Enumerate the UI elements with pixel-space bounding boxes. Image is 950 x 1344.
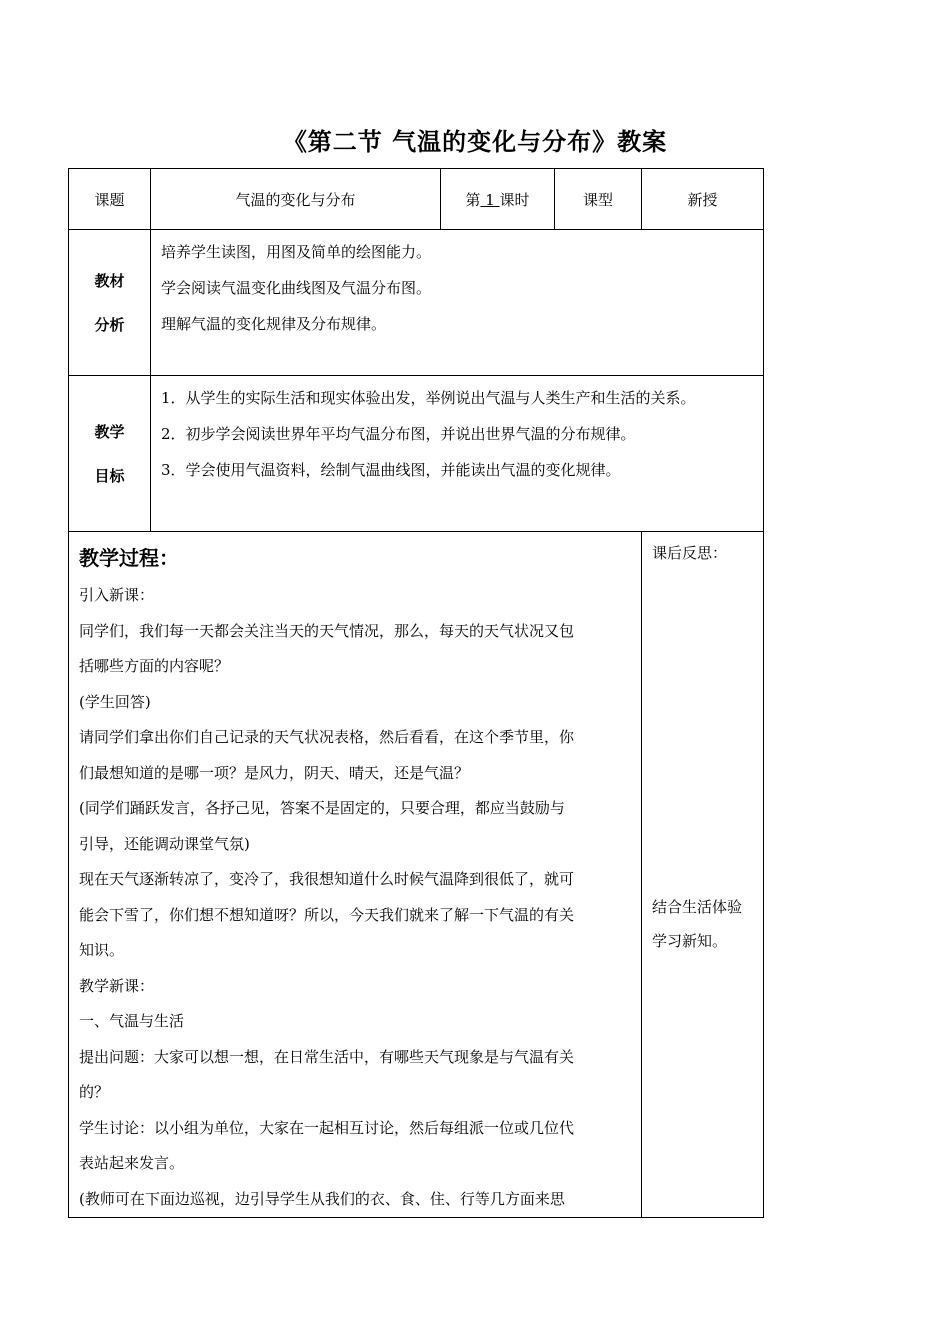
reflection-note: 学习新知。 [652, 932, 728, 950]
analysis-content [151, 230, 764, 376]
analysis-line: 理解气温的变化规律及分布规律。 [161, 315, 387, 333]
process-content [69, 532, 642, 1218]
process-line: (学生回答) [79, 692, 151, 711]
objective-item: 2．初步学会阅读世界年平均气温分布图，并说出世界气温的分布规律。 [161, 425, 636, 443]
process-row [69, 532, 764, 1218]
reflection-note: 结合生活体验 [652, 898, 743, 916]
process-line: 表站起来发言。 [79, 1154, 185, 1172]
period-prefix: 第 [465, 190, 481, 209]
analysis-line: 学会阅读气温变化曲线图及气温分布图。 [161, 279, 432, 297]
objective-item: 3．学会使用气温资料，绘制气温曲线图，并能读出气温的变化规律。 [161, 461, 621, 479]
process-line: 学生讨论：以小组为单位，大家在一起相互讨论，然后每组派一位或几位代 [79, 1118, 575, 1137]
objectives-content [151, 376, 764, 532]
process-line: (同学们踊跃发言，各抒己见，答案不是固定的，只要合理，都应当鼓励与 [79, 799, 565, 817]
process-line: 们最想知道的是哪一项？是风力，阴天、晴天，还是气温？ [79, 763, 470, 782]
process-line: 引入新课： [79, 586, 155, 604]
document-title: 《第二节 气温的变化与分布》教案 [282, 127, 668, 156]
analysis-row [69, 230, 764, 376]
reflection-column [642, 532, 764, 1218]
analysis-label: 教材 分析 [69, 230, 151, 376]
period-number: 1 [485, 190, 495, 209]
type-label: 课型 [555, 169, 642, 230]
type-value: 新授 [642, 169, 764, 230]
process-line: 括哪些方面的内容呢？ [79, 657, 230, 675]
lesson-plan-table [68, 168, 764, 1218]
process-line: 能会下雪了，你们想不想知道呀？所以，今天我们就来了解一下气温的有关 [79, 905, 575, 924]
topic-value: 气温的变化与分布 [151, 169, 441, 230]
process-line: 知识。 [79, 941, 125, 959]
header-row [69, 169, 764, 230]
process-line: 引导，还能调动课堂气氛) [79, 834, 250, 853]
process-line: 的？ [79, 1083, 110, 1101]
topic-label: 课题 [69, 169, 151, 230]
process-line: 现在天气逐渐转凉了，变冷了，我很想知道什么时候气温降到很低了，就可 [79, 870, 575, 888]
process-heading: 教学过程： [79, 546, 179, 570]
period-cell [441, 169, 555, 230]
process-line: 一、气温与生活 [79, 1012, 185, 1030]
reflection-label: 课后反思： [652, 544, 728, 562]
process-line: 请同学们拿出你们自己记录的天气状况表格，然后看看，在这个季节里，你 [79, 728, 575, 746]
analysis-line: 培养学生读图，用图及简单的绘图能力。 [161, 243, 432, 261]
process-line: 提出问题：大家可以想一想，在日常生活中，有哪些天气现象是与气温有关 [79, 1047, 575, 1066]
objectives-label: 教学 目标 [69, 376, 151, 532]
process-line: 教学新课： [79, 976, 155, 995]
process-line: (教师可在下面边巡视，边引导学生从我们的衣、食、住、行等几方面来思 [79, 1189, 565, 1208]
process-line: 同学们，我们每一天都会关注当天的天气情况，那么，每天的天气状况又包 [79, 621, 575, 640]
period-suffix: 课时 [499, 190, 530, 209]
objectives-row [69, 376, 764, 532]
objective-item: 1．从学生的实际生活和现实体验出发，举例说出气温与人类生产和生活的关系。 [161, 389, 696, 407]
